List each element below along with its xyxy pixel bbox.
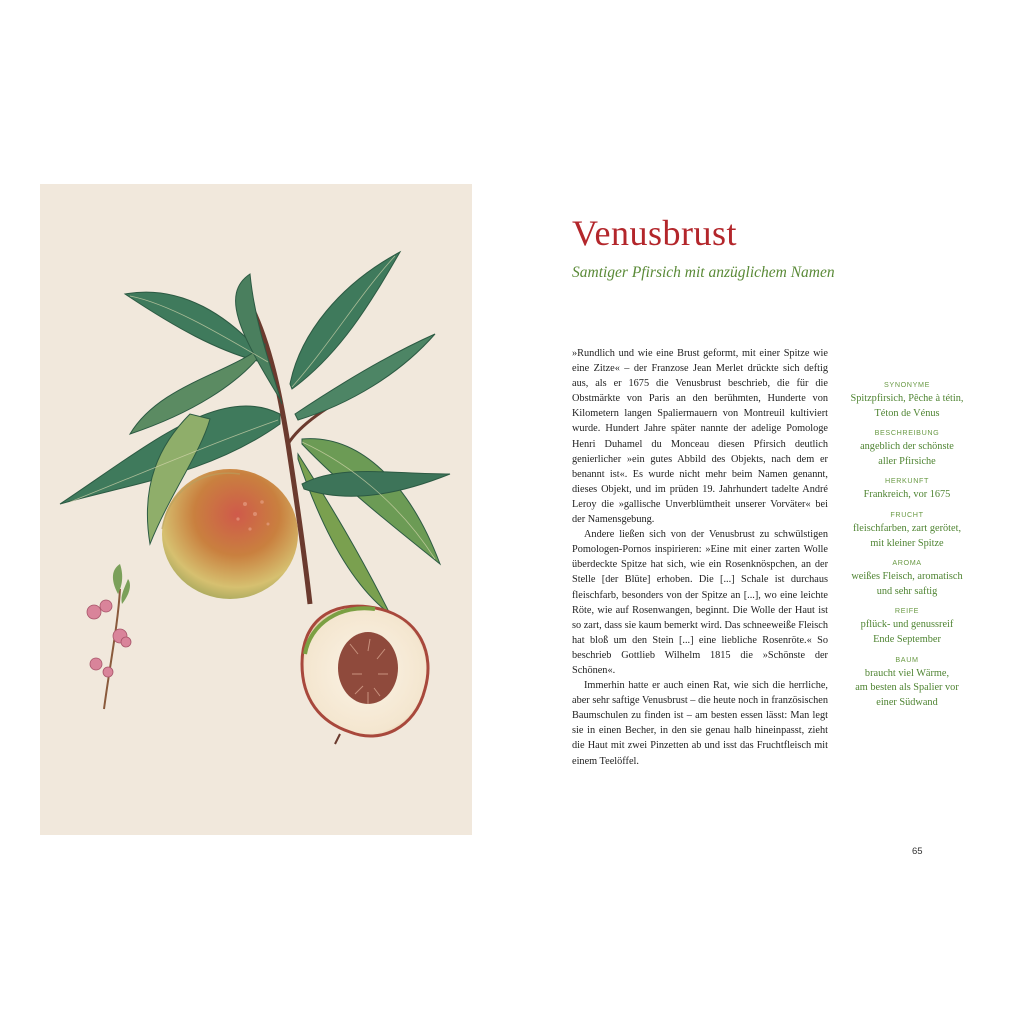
page-subtitle: Samtiger Pfirsich mit anzüglichem Namen [572, 264, 835, 281]
fact-label: BESCHREIBUNG [874, 428, 940, 438]
fact-synonyme [848, 380, 966, 421]
fact-reife [848, 606, 966, 647]
paragraph: Immerhin hatte er auch einen Rat, wie sich die herrliche, aber sehr saftige Venusbrust – die heute noch in französischen Baumschulen zu finden ist – am besten essen lässt: Man legt sie in einen Becher, in den sie genau halb hineinpasst, zieht die Haut mit zwei Pinzetten ab und isst das Fruchtfleisch mit einem Teelöffel. [572, 680, 828, 767]
botanical-plate [40, 184, 472, 835]
fact-label: AROMA [892, 558, 922, 568]
paragraph: »Rundlich und wie eine Brust geformt, mit einer Spitze wie eine Zitze« – der Franzose Jean Merlet drückte sich deftig aus, als er 1675 die Venusbrust beschrieb, die für die Obstmärkte von Paris an den berühmten, Hunderte von Kilometern langen Spaliermauern von Montreuil kultiviert wurde. Hundert Jahre später nannte der adelige Pomologe Henri Duhamel du Monceau diesen Pfirsich deutlich genierlicher »ein gutes Abbild des Objekts, nach dem er benannt ist«. Es wurde nicht mehr beim Namen genannt, dieses Objekt, und im prüden 19. Jahrhundert tadelte André Leroy die »gallische Unverblümtheit unserer Vorväter« bei der Namensgebung. [572, 348, 828, 526]
paragraph: Andere ließen sich von der Venusbrust zu schwülstigen Pomologen-Pornos inspirieren: »Eine mit einer zarten Wolle überdeckte Spitze hat sich, wie ein Rosenknöspchen, an der Stelle [der Blüte] erhoben. Die [...] Schale ist durchaus fleischfarb, besonders von der Spitze an [...], wo eine leichte Röte, wie auf Rosenwangen, beginnt. Die Wolle der Haut ist so zart, dass sie kaum bemerkt wird. Das schneeweiße Fleisch hat bloß um den Stein [...] eine liebliche Rosenröte.« So beschrieb Gottlieb Wilhelm 1815 die »Schönste der Schönen«. [572, 529, 828, 676]
fact-value: pflück- und genussreif Ende September [860, 619, 954, 645]
peach-botanical-illustration [40, 184, 472, 835]
fact-value: Frankreich, vor 1675 [863, 489, 951, 501]
fact-value: Spitzpfirsich, Pêche à tétin, Téton de Vénus [850, 393, 964, 419]
fact-label: REIFE [894, 606, 920, 616]
fact-baum [848, 655, 966, 711]
fact-value: angeblich der schönste aller Pfirsiche [860, 441, 954, 467]
fact-label: HERKUNFT [885, 476, 929, 486]
fact-sidebar [848, 380, 966, 717]
body-text [572, 346, 828, 769]
fact-value: braucht viel Wärme, am besten als Spalier vor einer Südwand [855, 667, 959, 708]
page-title: Venusbrust [572, 213, 737, 253]
fact-aroma [848, 558, 966, 599]
fact-beschreibung [848, 428, 966, 469]
page-number: 65 [912, 846, 923, 857]
fact-value: fleischfarben, zart gerötet, mit kleiner Spitze [852, 522, 962, 549]
fact-herkunft [848, 476, 966, 503]
fact-label: SYNONYME [884, 380, 930, 389]
fact-label: FRUCHT [890, 509, 924, 519]
fact-label: BAUM [895, 654, 919, 664]
fact-frucht [848, 510, 966, 551]
fact-value: weißes Fleisch, aromatisch und sehr saftig [851, 571, 963, 597]
